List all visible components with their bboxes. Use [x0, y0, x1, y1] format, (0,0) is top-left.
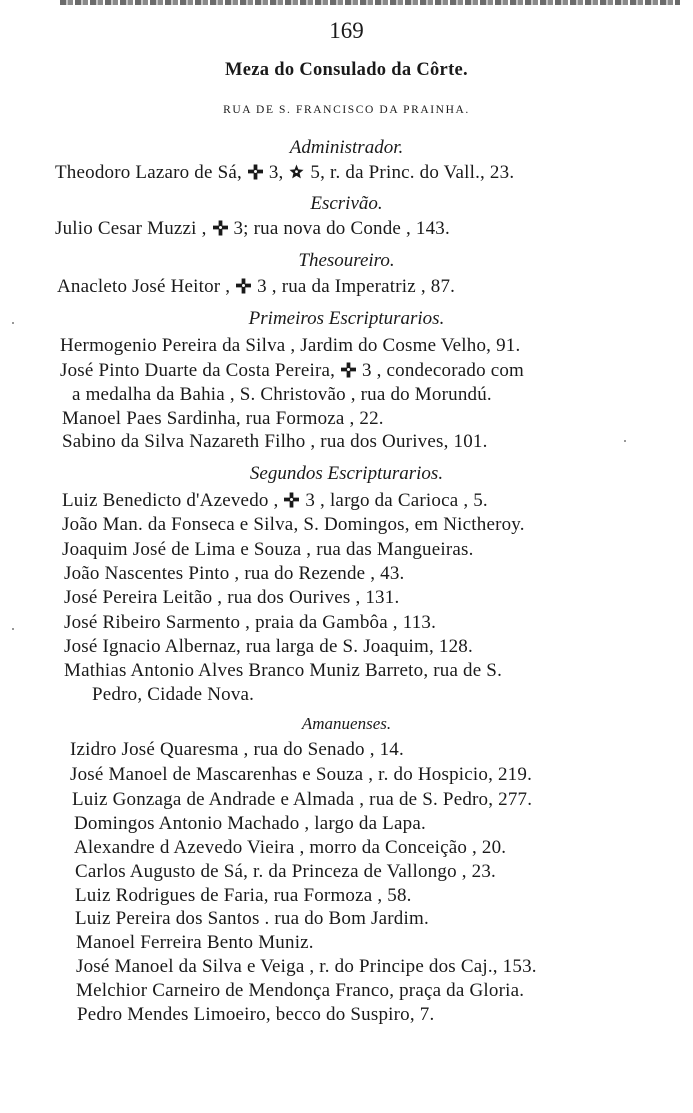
section-heading-escrivao: Escrivão. [310, 193, 383, 214]
entry-line: Theodoro Lazaro de Sá, 3, 5, r. da Princ. do Vall., 23. [55, 162, 515, 183]
entry-line: Julio Cesar Muzzi , 3; rua nova do Conde , 143. [55, 218, 450, 239]
entry-line: Mathias Antonio Alves Branco Muniz Barreto, rua de S. [64, 660, 503, 681]
entry-line: Melchior Carneiro de Mendonça Franco, praça da Gloria. [76, 980, 525, 1001]
order-star-icon [289, 164, 304, 180]
section-heading-segundos-escripturarios: Segundos Escripturarios. [249, 463, 444, 484]
page-title: Meza do Consulado da Côrte. [225, 60, 468, 80]
entry-line: Hermogenio Pereira da Silva , Jardim do Cosme Velho, 91. [60, 335, 521, 356]
entry-line: Alexandre d Azevedo Vieira , morro da Conceição , 20. [74, 837, 507, 858]
entry-line: José Ribeiro Sarmento , praia da Gambôa , 113. [64, 612, 437, 633]
entry-line: Luiz Rodrigues de Faria, rua Formoza , 58. [75, 885, 412, 906]
section-heading-administrador: Administrador. [289, 137, 404, 158]
order-cross-icon [341, 362, 356, 378]
entry-line: Izidro José Quaresma , rua do Senado , 14. [70, 739, 404, 760]
entry-line: Joaquim José de Lima e Souza , rua das Mangueiras. [62, 539, 474, 560]
section-heading-thesoureiro: Thesoureiro. [298, 250, 395, 271]
entry-line: José Manoel da Silva e Veiga , r. do Principe dos Caj., 153. [76, 956, 537, 977]
order-cross-icon [236, 278, 251, 294]
entry-line: José Pinto Duarte da Costa Pereira, 3 , condecorado com [60, 360, 525, 381]
section-heading-amanuenses: Amanuenses. [301, 714, 392, 733]
order-cross-icon [284, 492, 299, 508]
address-subtitle: RUA DE S. FRANCISCO DA PRAINHA. [223, 104, 470, 116]
entry-continuation-line: Pedro, Cidade Nova. [92, 684, 255, 705]
entry-line: José Pereira Leitão , rua dos Ourives , 131. [64, 587, 400, 608]
entry-line: Luiz Gonzaga de Andrade e Almada , rua de S. Pedro, 277. [72, 789, 533, 810]
entry-line: João Nascentes Pinto , rua do Rezende , 43. [64, 563, 405, 584]
entry-line: Domingos Antonio Machado , largo da Lapa. [74, 813, 426, 834]
entry-line: Luiz Pereira dos Santos . rua do Bom Jardim. [75, 908, 429, 929]
top-edge-rule [60, 0, 680, 5]
order-cross-icon [248, 164, 263, 180]
entry-line: Manoel Paes Sardinha, rua Formoza , 22. [62, 408, 384, 429]
entry-line: Sabino da Silva Nazareth Filho , rua dos Ourives, 101. [62, 431, 488, 452]
entry-line: João Man. da Fonseca e Silva, S. Domingos, em Nictheroy. [62, 514, 525, 535]
entry-line: José Manoel de Mascarenhas e Souza , r. do Hospicio, 219. [70, 764, 533, 785]
entry-line: José Ignacio Albernaz, rua larga de S. Joaquim, 128. [64, 636, 473, 657]
section-heading-primeiros-escripturarios: Primeiros Escripturarios. [248, 308, 445, 329]
entry-line: Manoel Ferreira Bento Muniz. [76, 932, 314, 953]
entry-line: Carlos Augusto de Sá, r. da Princeza de Vallongo , 23. [75, 861, 496, 882]
entry-line: Pedro Mendes Limoeiro, becco do Suspiro, 7. [77, 1004, 435, 1025]
entry-line: Luiz Benedicto d'Azevedo , 3 , largo da Carioca , 5. [62, 490, 488, 511]
paper-speck [12, 628, 14, 630]
entry-line: Anacleto José Heitor , 3 , rua da Imperatriz , 87. [57, 276, 456, 297]
order-cross-icon [213, 220, 228, 236]
entry-continuation-line: a medalha da Bahia , S. Christovão , rua do Morundú. [72, 384, 492, 405]
paper-speck [624, 440, 626, 442]
page-number: 169 [329, 18, 364, 43]
